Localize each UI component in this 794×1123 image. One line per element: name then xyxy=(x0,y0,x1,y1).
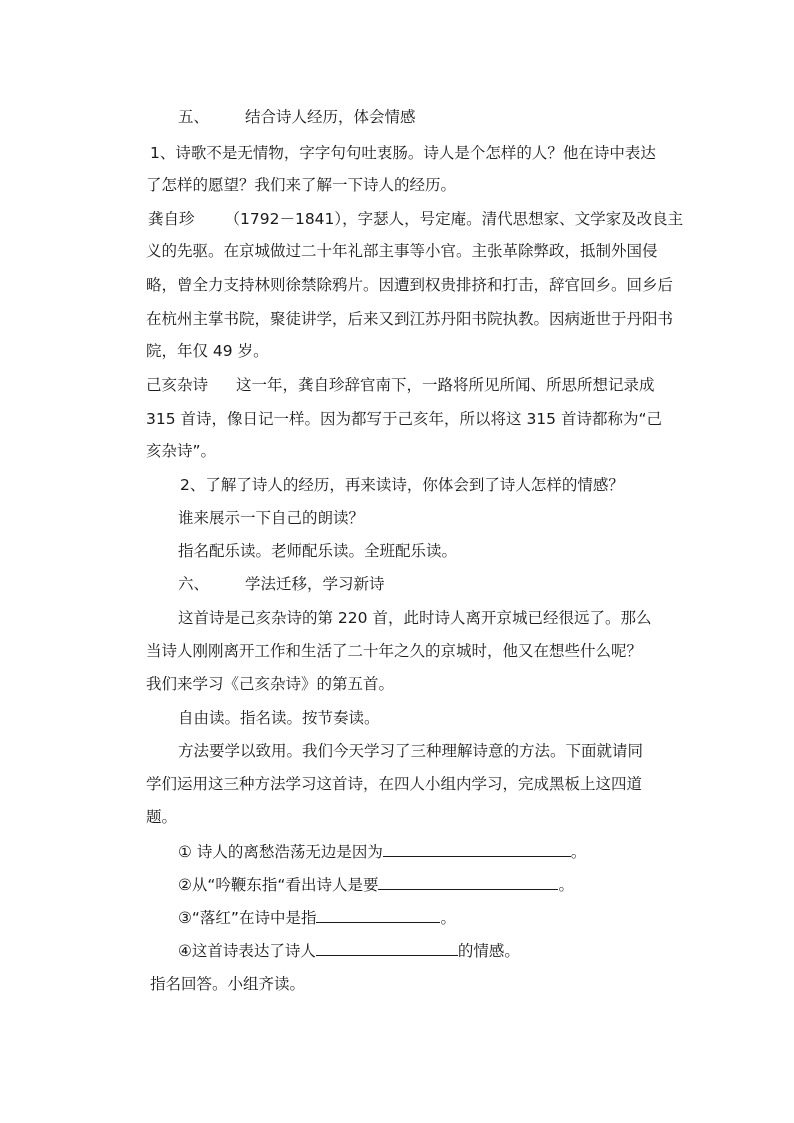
intro-line-2: 当诗人刚刚离开工作和生活了二十年之久的京城时，他又在想些什么呢？ xyxy=(146,642,643,660)
poet-bio-dates: （1792－1841），字瑟人，号定庵。清代思想家、文学家及改良主 xyxy=(224,210,684,228)
section-6-number: 六、 xyxy=(178,575,210,593)
exercise-2-blank[interactable] xyxy=(378,874,558,890)
reading-music: 指名配乐读。老师配乐读。全班配乐读。 xyxy=(178,542,458,560)
method-line-3: 题。 xyxy=(146,808,178,826)
section-6-title: 学法迁移，学习新诗 xyxy=(245,575,385,593)
exercise-item-3 xyxy=(178,907,456,928)
exercise-4-suffix: 的情感。 xyxy=(457,942,520,960)
exercise-2-suffix: 。 xyxy=(558,876,574,894)
poet-bio-line-5: 院，年仅 49 岁。 xyxy=(146,342,269,360)
work-intro-line-2: 315 首诗，像日记一样。因为都写于己亥年，所以将这 315 首诗都称为“己 xyxy=(146,410,662,428)
intro-line-1: 这首诗是己亥杂诗的第 220 首，此时诗人离开京城已经很远了。那么 xyxy=(178,609,652,627)
exercise-4-prompt: ④这首诗表达了诗人 xyxy=(178,942,316,960)
section-5-heading xyxy=(178,107,416,127)
exercise-2-prompt: ②从“吟鞭东指“看出诗人是要 xyxy=(178,876,379,894)
exercise-item-2 xyxy=(178,874,574,895)
exercise-1-blank[interactable] xyxy=(383,841,571,857)
question-1-line-1: 1、诗歌不是无情物，字字句句吐衷肠。诗人是个怎样的人？他在诗中表达 xyxy=(150,144,656,162)
closing-activity: 指名回答。小组齐读。 xyxy=(150,975,306,993)
method-line-2: 学们运用这三种方法学习这首诗，在四人小组内学习，完成黑板上这四道 xyxy=(146,775,643,793)
exercise-item-1 xyxy=(178,841,586,862)
work-intro-line-3: 亥杂诗”。 xyxy=(146,442,217,460)
exercise-3-prompt: ③“落红”在诗中是指 xyxy=(178,909,317,927)
section-5-number: 五、 xyxy=(178,108,210,126)
reading-show: 谁来展示一下自己的朗读？ xyxy=(178,509,365,527)
exercise-item-4 xyxy=(178,940,520,961)
poet-bio-line-2: 义的先驱。在京城做过二十年礼部主事等小官。主张革除弊政，抵制外国侵 xyxy=(146,242,658,260)
exercise-1-suffix: 。 xyxy=(570,843,587,861)
method-line-1: 方法要学以致用。我们今天学习了三种理解诗意的方法。下面就请同 xyxy=(178,742,644,760)
poet-name: 龚自珍 xyxy=(148,210,195,228)
poet-bio-line-3: 略，曾全力支持林则徐禁除鸦片。因遭到权贵排挤和打击，辞官回乡。回乡后 xyxy=(146,276,674,294)
exercise-3-suffix: 。 xyxy=(440,909,456,927)
question-2: 2、了解了诗人的经历，再来读诗，你体会到了诗人怎样的情感？ xyxy=(180,476,624,494)
work-intro-text: 这一年，龚自珍辞官南下，一路将所见所闻、所思所想记录成 xyxy=(236,376,655,394)
exercise-4-blank[interactable] xyxy=(316,940,458,956)
work-intro-line-1 xyxy=(146,375,655,395)
exercise-3-blank[interactable] xyxy=(316,907,440,923)
reading-methods: 自由读。指名读。按节奏读。 xyxy=(178,709,380,727)
exercise-1-prompt: ① 诗人的离愁浩荡无边是因为 xyxy=(178,843,383,861)
work-name: 己亥杂诗 xyxy=(146,376,209,394)
section-5-title: 结合诗人经历，体会情感 xyxy=(245,108,416,126)
intro-line-3: 我们来学习《己亥杂诗》的第五首。 xyxy=(146,675,395,693)
section-6-heading xyxy=(178,574,385,594)
poet-bio-line-4: 在杭州主掌书院，聚徒讲学，后来又到江苏丹阳书院执教。因病逝世于丹阳书 xyxy=(146,310,674,328)
poet-bio-line-1 xyxy=(148,209,683,229)
question-1-line-2: 了怎样的愿望？我们来了解一下诗人的经历。 xyxy=(146,176,457,194)
